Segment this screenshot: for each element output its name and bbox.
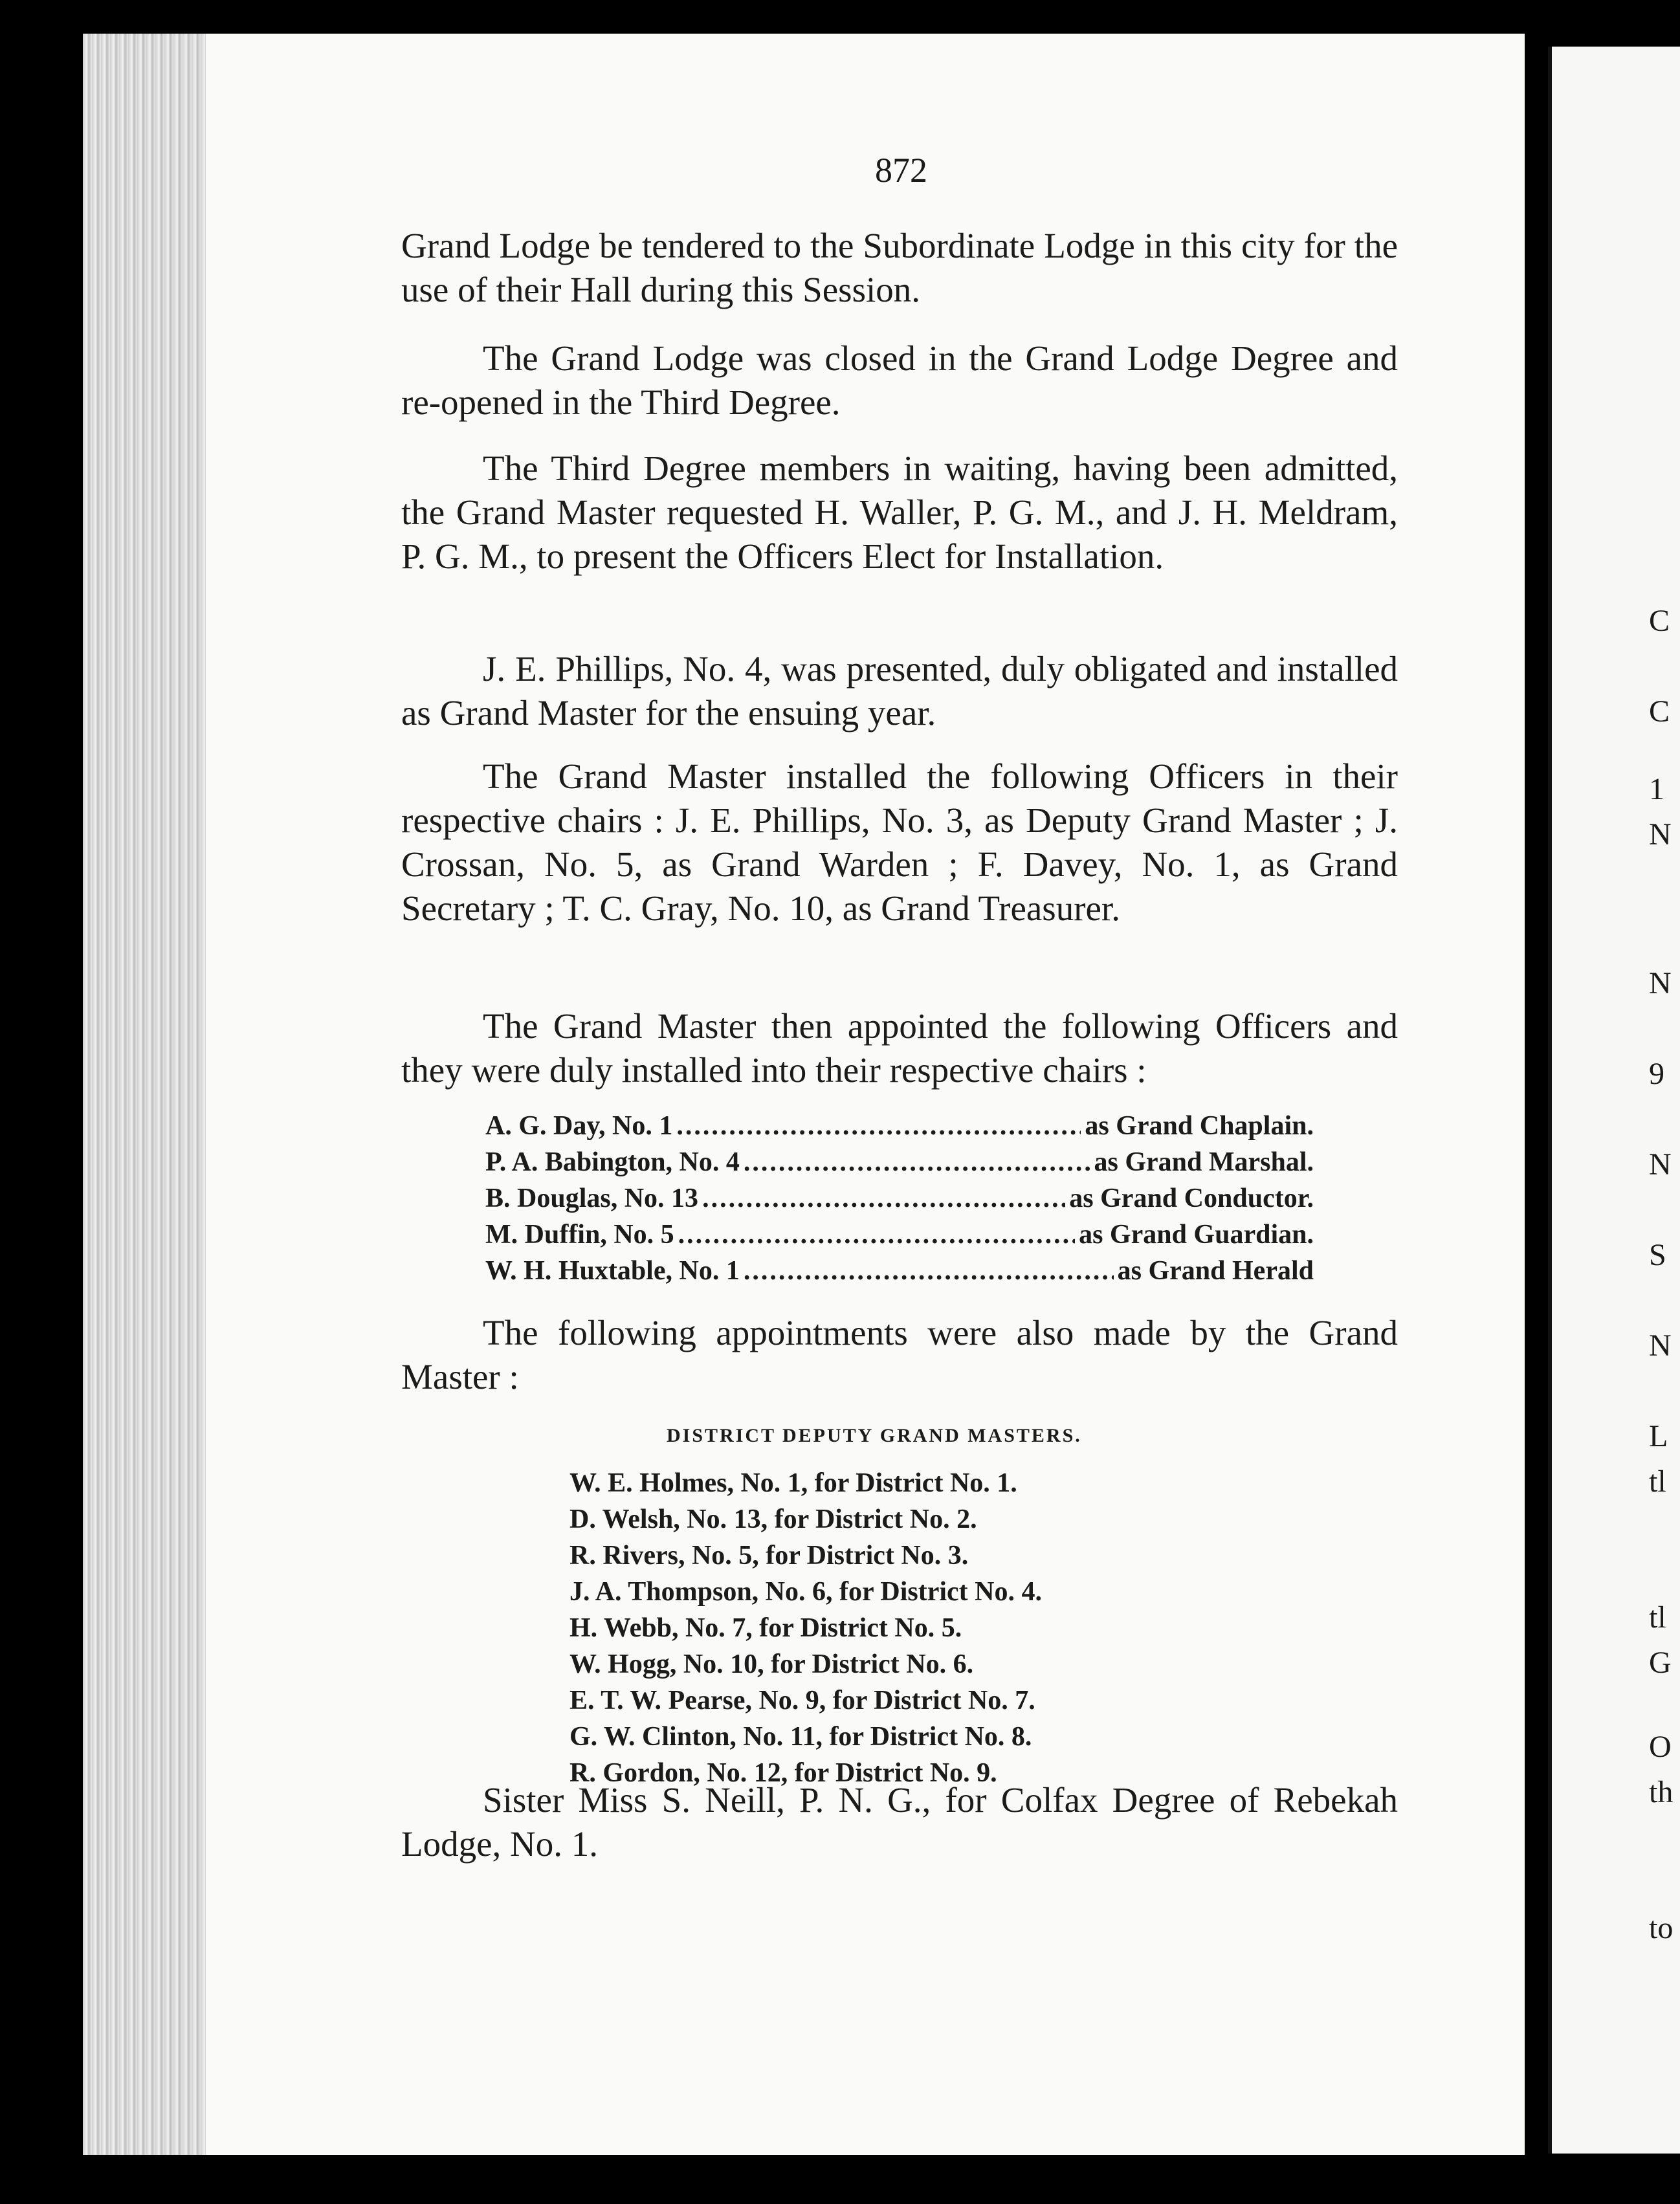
list-item: J. A. Thompson, No. 6, for District No. 4. bbox=[569, 1577, 1042, 1607]
appointed-officers-list bbox=[485, 1108, 1314, 1289]
officer-office: as Grand Marshal. bbox=[1094, 1147, 1314, 1177]
leader-dots bbox=[744, 1253, 1114, 1289]
facing-page-fragment: to bbox=[1649, 1911, 1674, 1945]
paragraph-also-appointments: The following appointments were also made by the Grand Master : bbox=[401, 1313, 1398, 1396]
officer-row bbox=[485, 1108, 1314, 1144]
officer-row bbox=[485, 1253, 1314, 1289]
facing-page-fragment: C bbox=[1649, 694, 1670, 729]
paragraph-rebekah-lodge: Sister Miss S. Neill, P. N. G., for Colfax Degree of Rebekah Lodge, No. 1. bbox=[401, 1780, 1398, 1864]
officer-name: W. H. Huxtable, No. 1 bbox=[485, 1256, 740, 1286]
leader-dots bbox=[676, 1108, 1081, 1144]
paragraph-lodge-closed: The Grand Lodge was closed in the Grand Lodge Degree and re-opened in the Third Degree. bbox=[401, 338, 1398, 422]
officer-row bbox=[485, 1180, 1314, 1217]
facing-page-fragment: N bbox=[1649, 1328, 1672, 1363]
paragraph-officers-appointed: The Grand Master then appointed the following Officers and they were duly installed into their respective chairs : bbox=[401, 1006, 1398, 1090]
facing-page-edge bbox=[1548, 47, 1680, 2154]
leader-dots bbox=[744, 1144, 1090, 1180]
paragraph-grand-master-installed: J. E. Phillips, No. 4, was presented, duly obligated and installed as Grand Master for the ensuing year. bbox=[401, 649, 1398, 733]
officer-row bbox=[485, 1217, 1314, 1253]
facing-page-fragment: 9 bbox=[1649, 1057, 1664, 1091]
leader-dots bbox=[702, 1180, 1065, 1217]
facing-page-fragment: th bbox=[1649, 1775, 1674, 1809]
list-item: H. Webb, No. 7, for District No. 5. bbox=[569, 1613, 962, 1643]
facing-page-fragment: N bbox=[1649, 817, 1672, 852]
list-item: W. E. Holmes, No. 1, for District No. 1. bbox=[569, 1468, 1017, 1498]
officer-name: A. G. Day, No. 1 bbox=[485, 1111, 673, 1141]
officer-name: P. A. Babington, No. 4 bbox=[485, 1147, 740, 1177]
officer-name: M. Duffin, No. 5 bbox=[485, 1220, 674, 1250]
facing-page-fragment: tl bbox=[1649, 1600, 1666, 1635]
officer-name: B. Douglas, No. 13 bbox=[485, 1184, 699, 1213]
officer-office: as Grand Conductor. bbox=[1069, 1184, 1314, 1213]
paragraph-officers-installed: The Grand Master installed the following Officers in their respective chairs : J. E. Phillips, No. 3, as Deputy Grand Master ; J. Crossan, No. 5, as Grand Warden ; F. Davey, No. 1, as Grand Secretary ; T. C. Gray, No. 10, as Grand Treasurer. bbox=[401, 756, 1398, 928]
section-heading-ddgm: DISTRICT DEPUTY GRAND MASTERS. bbox=[667, 1425, 1082, 1446]
officer-office: as Grand Guardian. bbox=[1079, 1220, 1314, 1250]
facing-page-fragment: N bbox=[1649, 966, 1672, 1000]
paragraph-closing-thanks: Grand Lodge be tendered to the Subordinate Lodge in this city for the use of their Hall during this Session. bbox=[401, 226, 1398, 309]
facing-page-fragment: N bbox=[1649, 1147, 1672, 1182]
facing-page-fragment: G bbox=[1649, 1646, 1672, 1680]
paragraph-third-degree: The Third Degree members in waiting, having been admitted, the Grand Master requested H. Waller, P. G. M., and J. H. Meldram, P. G. M., to present the Officers Elect for Installation. bbox=[401, 448, 1398, 576]
list-item: W. Hogg, No. 10, for District No. 6. bbox=[569, 1649, 974, 1679]
facing-page-fragment: S bbox=[1649, 1238, 1666, 1272]
list-item: D. Welsh, No. 13, for District No. 2. bbox=[569, 1504, 977, 1534]
facing-page-fragment: 1 bbox=[1649, 772, 1664, 806]
page-edge-stack bbox=[83, 34, 212, 2155]
facing-page-fragment: C bbox=[1649, 604, 1670, 638]
officer-row bbox=[485, 1144, 1314, 1180]
officer-office: as Grand Herald bbox=[1117, 1256, 1314, 1286]
list-item: R. Rivers, No. 5, for District No. 3. bbox=[569, 1541, 969, 1570]
list-item: R. Gordon, No. 12, for District No. 9. bbox=[569, 1758, 997, 1788]
facing-page-fragment: L bbox=[1649, 1419, 1668, 1453]
facing-page-fragment: O bbox=[1649, 1730, 1672, 1764]
officer-office: as Grand Chaplain. bbox=[1085, 1111, 1314, 1141]
leader-dots bbox=[678, 1217, 1075, 1253]
page-number: 872 bbox=[875, 151, 927, 190]
facing-page-fragment: tl bbox=[1649, 1464, 1666, 1499]
list-item: E. T. W. Pearse, No. 9, for District No. 7. bbox=[569, 1686, 1035, 1715]
ddgm-list bbox=[569, 1465, 1346, 1791]
list-item: G. W. Clinton, No. 11, for District No. 8. bbox=[569, 1722, 1032, 1752]
